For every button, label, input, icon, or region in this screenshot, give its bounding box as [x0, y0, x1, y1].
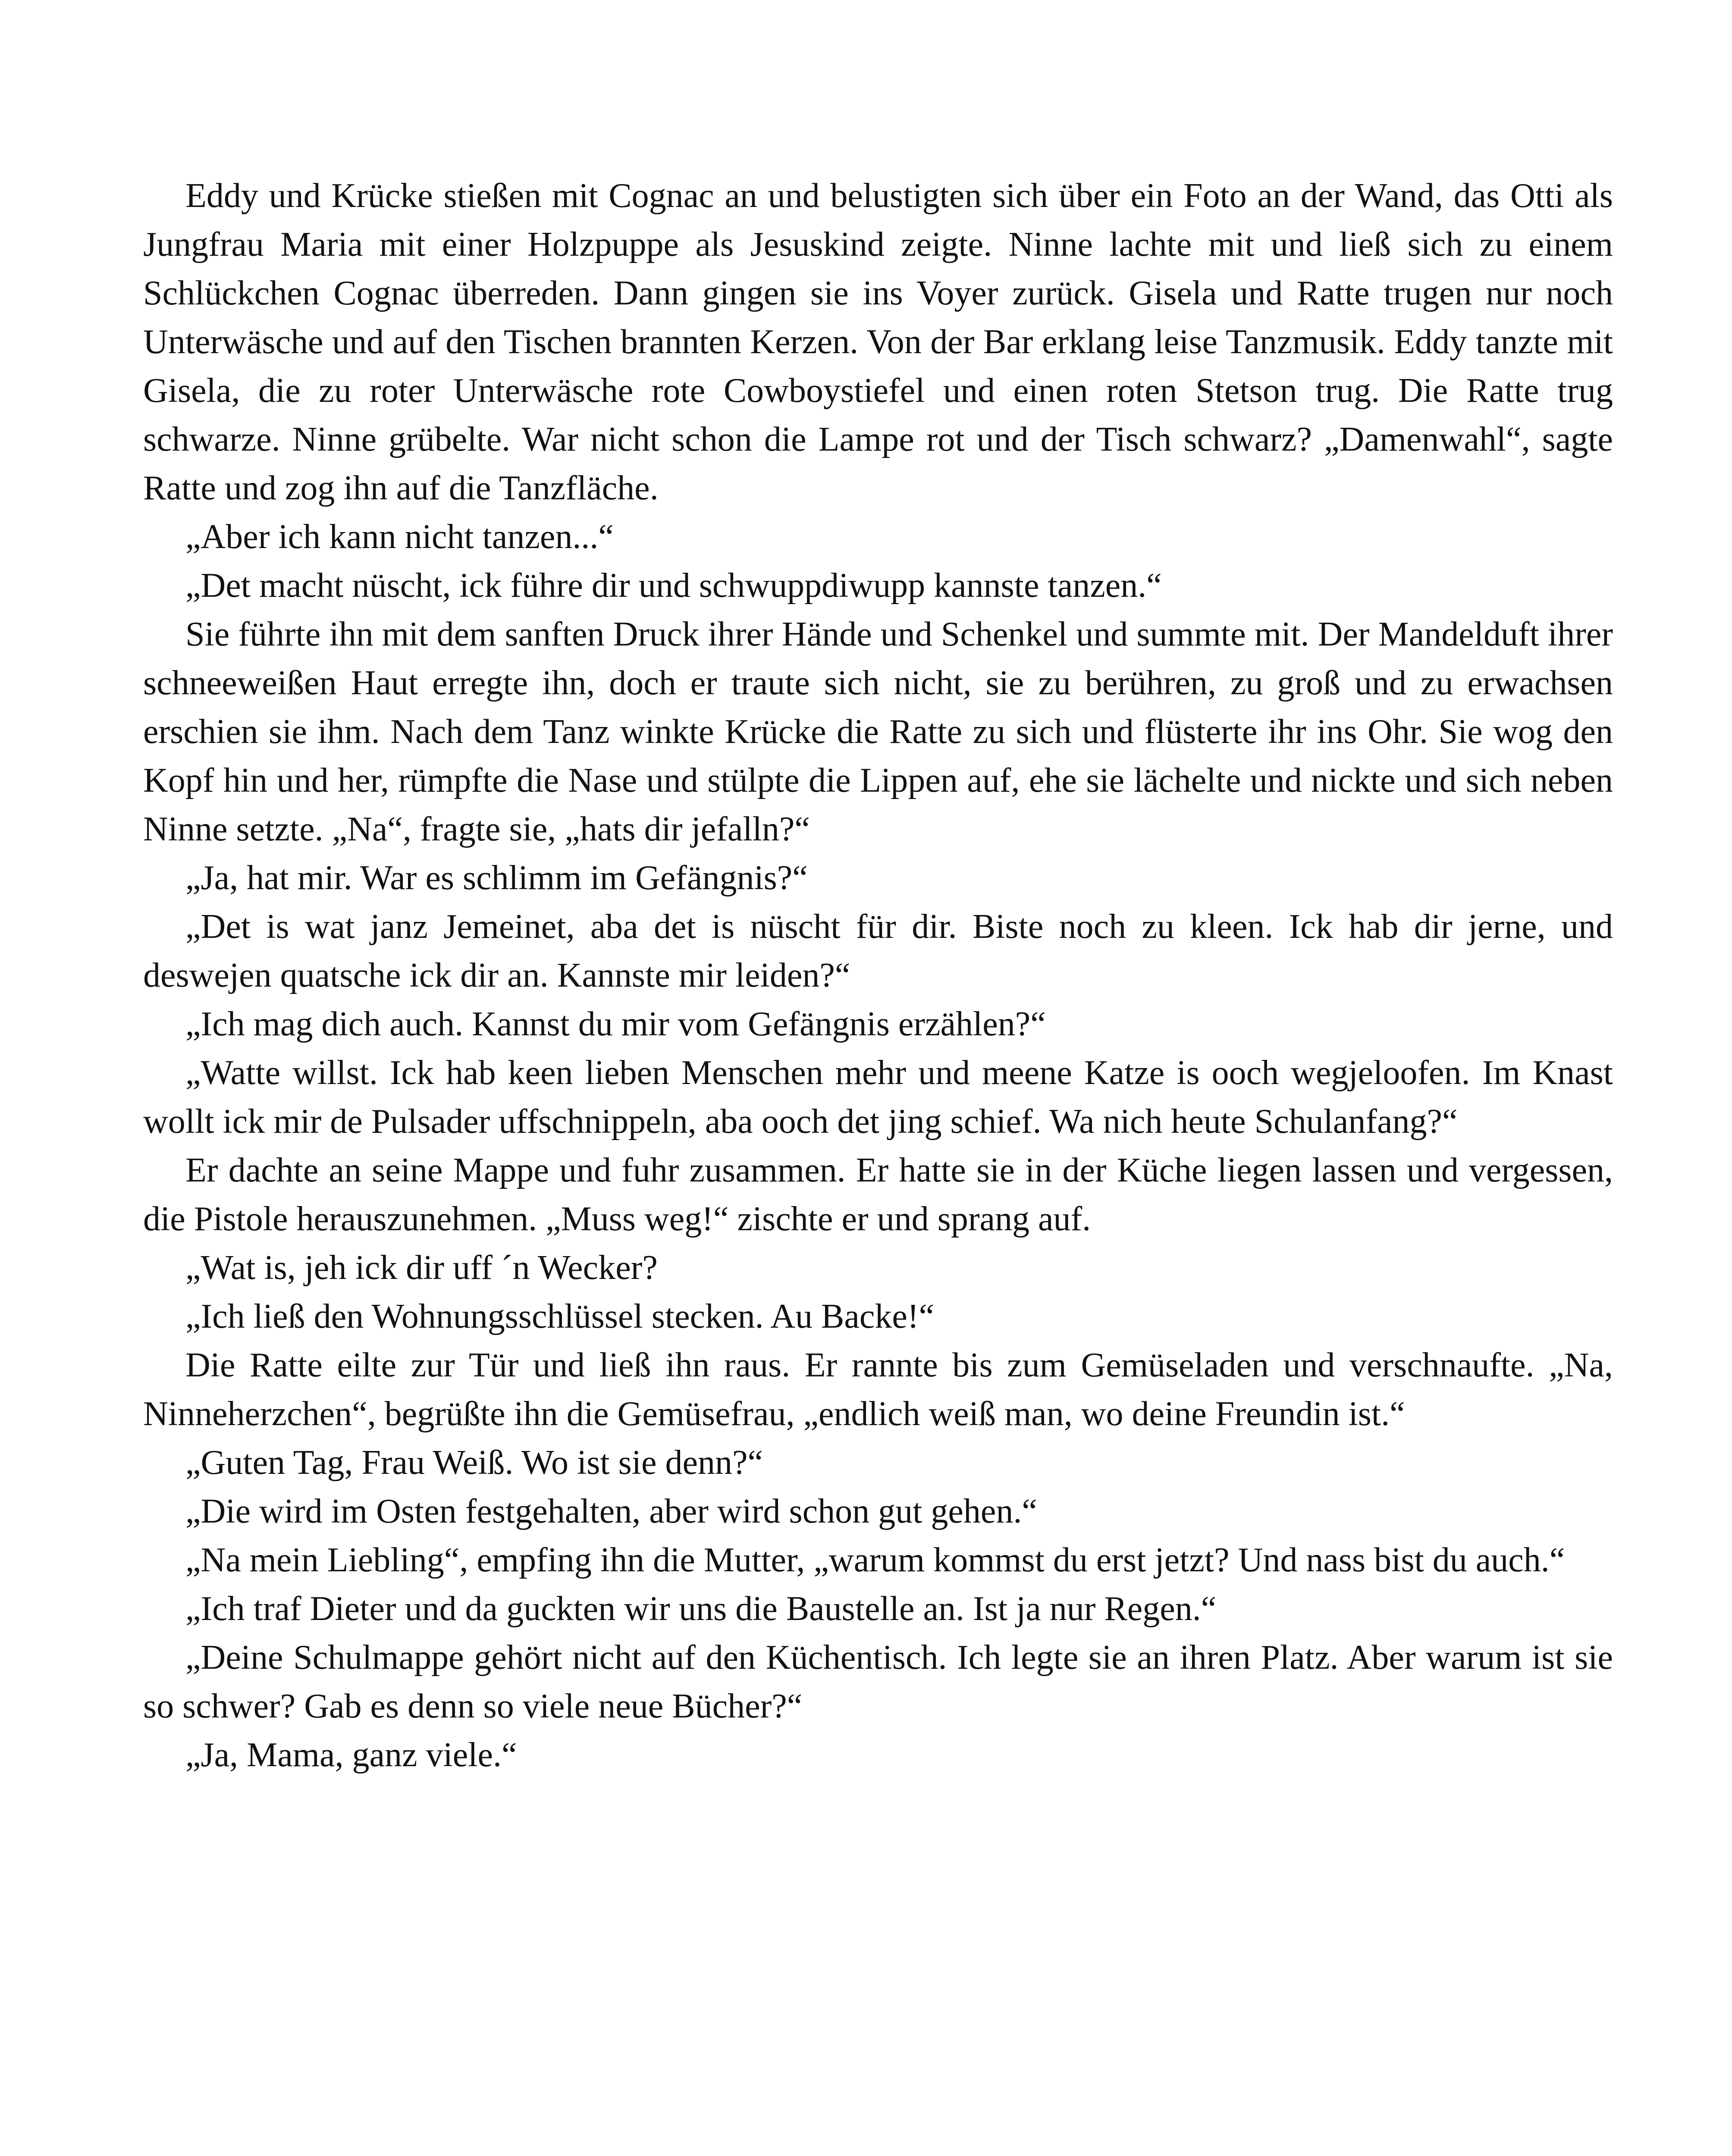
paragraph: „Wat is, jeh ick dir uff ´n Wecker?	[185, 1249, 658, 1287]
paragraph: „Watte willst. Ick hab keen lieben Menschen mehr und meene Katze is ooch wegjeloofen. Im Knast wollt ick mir de Pulsader uffschnippeln, aba ooch det jing schief. Wa nich heute Schulanfang?“	[143, 1054, 1613, 1141]
paragraph: „Ja, Mama, ganz viele.“	[185, 1736, 517, 1774]
paragraph: „Die wird im Osten festgehalten, aber wird schon gut gehen.“	[185, 1492, 1037, 1530]
paragraph: „Ja, hat mir. War es schlimm im Gefängnis?“	[185, 859, 808, 897]
body-text	[143, 172, 1613, 1780]
paragraph: Die Ratte eilte zur Tür und ließ ihn raus. Er rannte bis zum Gemüseladen und verschnaufte. „Na, Ninneherzchen“, begrüßte ihn die Gemüsefrau, „endlich weiß man, wo deine Freundin ist.“	[143, 1346, 1613, 1433]
paragraph: Er dachte an seine Mappe und fuhr zusammen. Er hatte sie in der Küche liegen lassen und vergessen, die Pistole herauszunehmen. „Muss weg!“ zischte er und sprang auf.	[143, 1151, 1613, 1238]
paragraph: Sie führte ihn mit dem sanften Druck ihrer Hände und Schenkel und summte mit. Der Mandelduft ihrer schneeweißen Haut erregte ihn, doch er traute sich nicht, sie zu berühren, zu groß und zu erwachsen erschien sie ihm. Nach dem Tanz winkte Krücke die Ratte zu sich und flüsterte ihr ins Ohr. Sie wog den Kopf hin und her, rümpfte die Nase und stülpte die Lippen auf, ehe sie lächelte und nickte und sich neben Ninne setzte. „Na“, fragte sie, „hats dir jefalln?“	[143, 615, 1613, 848]
paragraph: „Ich ließ den Wohnungsschlüssel stecken. Au Backe!“	[185, 1297, 935, 1335]
paragraph: „Ich mag dich auch. Kannst du mir vom Gefängnis erzählen?“	[185, 1005, 1046, 1043]
paragraph: „Guten Tag, Frau Weiß. Wo ist sie denn?“	[185, 1444, 763, 1482]
paragraph: „Det macht nüscht, ick führe dir und schwuppdiwupp kannste tanzen.“	[185, 567, 1162, 605]
paragraph: „Na mein Liebling“, empfing ihn die Mutter, „warum kommst du erst jetzt? Und nass bist du auch.“	[185, 1541, 1565, 1579]
paragraph: „Aber ich kann nicht tanzen...“	[185, 518, 614, 556]
paragraph: „Ich traf Dieter und da guckten wir uns die Baustelle an. Ist ja nur Regen.“	[185, 1590, 1217, 1628]
paragraph: Eddy und Krücke stießen mit Cognac an und belustigten sich über ein Foto an der Wand, das Otti als Jungfrau Maria mit einer Holzpuppe als Jesuskind zeigte. Ninne lachte mit und ließ sich zu einem Schlückchen Cognac überreden. Dann gingen sie ins Voyer zurück. Gisela und Ratte trugen nur noch Unterwäsche und auf den Tischen brannten Kerzen. Von der Bar erklang leise Tanzmusik. Eddy tanzte mit Gisela, die zu roter Unterwäsche rote Cowboystiefel und einen roten Stetson trug. Die Ratte trug schwarze. Ninne grübelte. War nicht schon die Lampe rot und der Tisch schwarz? „Damenwahl“, sagte Ratte und zog ihn auf die Tanzfläche.	[143, 177, 1613, 507]
paragraph: „Deine Schulmappe gehört nicht auf den Küchentisch. Ich legte sie an ihren Platz. Aber warum ist sie so schwer? Gab es denn so viele neue Bücher?“	[143, 1639, 1613, 1725]
paragraph: „Det is wat janz Jemeinet, aba det is nüscht für dir. Biste noch zu kleen. Ick hab dir jerne, und deswejen quatsche ick dir an. Kannste mir leiden?“	[143, 908, 1613, 994]
